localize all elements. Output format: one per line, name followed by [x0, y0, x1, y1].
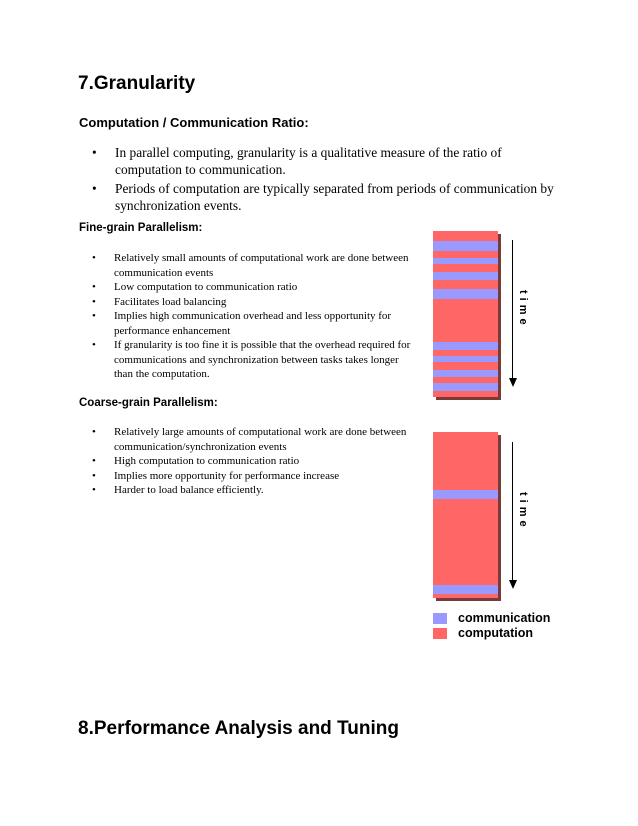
communication-stripe [433, 585, 498, 594]
communication-stripe [433, 258, 498, 264]
computation-legend-label: computation [458, 626, 533, 640]
communication-stripe [433, 356, 498, 362]
computation-legend-swatch [433, 628, 447, 639]
intro-bullet: • Periods of computation are typically separated from periods of communication by synchronization events. [92, 181, 562, 214]
time-arrow-line [512, 442, 513, 582]
coarse-grain-heading: Coarse-grain Parallelism: [79, 397, 218, 409]
time-axis-label: time [517, 492, 529, 531]
ratio-subheading: Computation / Communication Ratio: [79, 115, 309, 130]
section-8-title: 8.Performance Analysis and Tuning [78, 718, 399, 739]
communication-stripe [433, 241, 498, 251]
fine-grain-bullet: • If granularity is too fine it is possible that the overhead required for communications and synchronization between tasks takes longer than the computation. [92, 338, 412, 382]
fine-grain-bullet: • Low computation to communication ratio [92, 280, 412, 295]
communication-legend-swatch [433, 613, 447, 624]
communication-stripe [433, 342, 498, 350]
intro-bullet: • In parallel computing, granularity is a qualitative measure of the ratio of computation to communication. [92, 145, 562, 178]
communication-stripe [433, 490, 498, 499]
fine-grain-bullet-list [92, 251, 412, 382]
time-axis-label: time [517, 290, 529, 329]
coarse-grain-bullet-list [92, 425, 412, 498]
communication-stripe [433, 370, 498, 377]
section-7-title: 7.Granularity [78, 73, 196, 94]
coarse-grain-timeline [433, 432, 498, 598]
fine-grain-heading: Fine-grain Parallelism: [79, 222, 203, 234]
coarse-grain-bullet: • Relatively large amounts of computational work are done between communication/synchronization events [92, 425, 412, 454]
coarse-grain-bullet: • Harder to load balance efficiently. [92, 483, 412, 498]
computation-bar [433, 432, 498, 598]
fine-grain-bullet: • Relatively small amounts of computational work are done between communication events [92, 251, 412, 280]
time-arrow-head [509, 580, 517, 589]
communication-stripe [433, 289, 498, 299]
communication-legend-label: communication [458, 611, 551, 625]
time-arrow-head [509, 378, 517, 387]
fine-grain-bullet: • Implies high communication overhead and less opportunity for performance enhancement [92, 309, 412, 338]
fine-grain-timeline [433, 231, 498, 397]
communication-stripe [433, 272, 498, 280]
coarse-grain-bullet: • High computation to communication ratio [92, 454, 412, 469]
coarse-grain-bullet: • Implies more opportunity for performance increase [92, 469, 412, 484]
intro-bullet-list [92, 145, 562, 217]
computation-bar [433, 231, 498, 397]
communication-stripe [433, 383, 498, 391]
fine-grain-bullet: • Facilitates load balancing [92, 295, 412, 310]
time-arrow-line [512, 240, 513, 380]
